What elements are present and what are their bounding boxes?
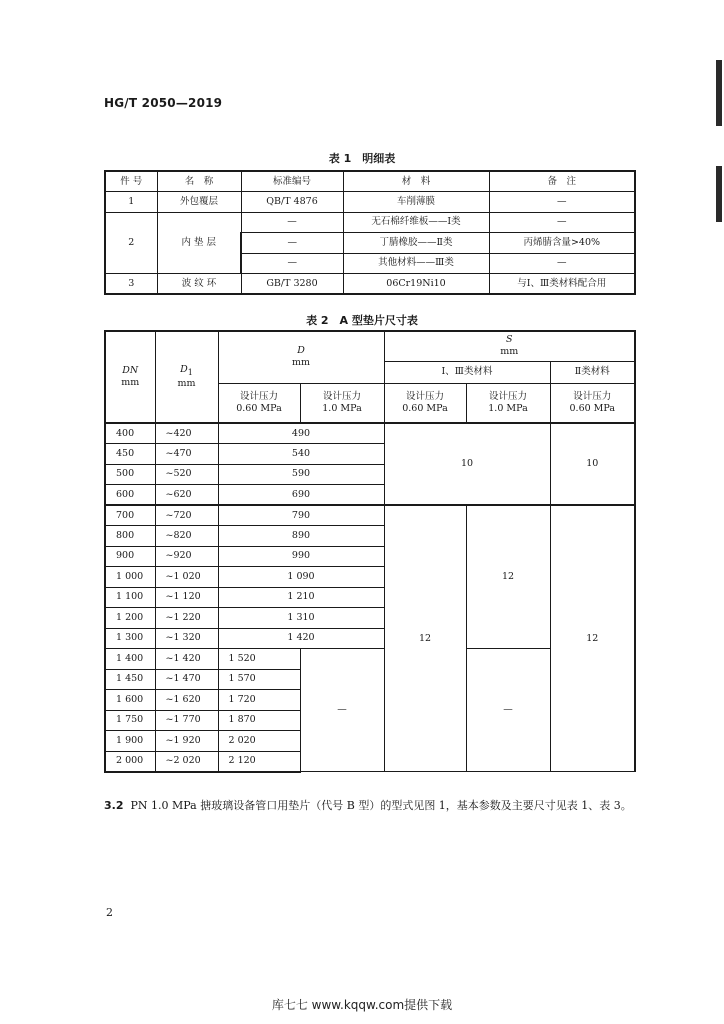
cell-d: 1 310 <box>218 608 384 629</box>
cell: 波 纹 环 <box>157 274 241 295</box>
scan-edge-mark <box>716 60 722 126</box>
table-row <box>105 192 635 213</box>
cell: GB/T 3280 <box>241 274 343 295</box>
cell-s-material-2: 10 <box>550 423 635 505</box>
cell-dn: 700 <box>105 505 155 526</box>
cell: 车削薄膜 <box>343 192 489 213</box>
col-header-dn: DN mm <box>105 331 155 423</box>
cell-s-material-1-3-p060: 12 <box>384 505 466 772</box>
cell-d-p100-dash: — <box>300 649 384 772</box>
cell-d-p060: 2 020 <box>218 731 300 752</box>
document-code: HG/T 2050—2019 <box>104 96 223 110</box>
clause-number: 3.2 <box>104 799 124 812</box>
footer-watermark-text: 库七七 www.kqqw.com提供下载 <box>271 998 453 1012</box>
table2-caption: 表 2 A 型垫片尺寸表 <box>306 314 418 327</box>
page-number: 2 <box>106 906 113 919</box>
table-row <box>105 423 635 444</box>
cell: — <box>241 212 343 233</box>
cell-dn: 450 <box>105 444 155 465</box>
cell: 外包覆层 <box>157 192 241 213</box>
cell-dn: 400 <box>105 423 155 444</box>
cell: 06Cr19Ni10 <box>343 274 489 295</box>
cell: 与Ⅰ、Ⅲ类材料配合用 <box>489 274 635 295</box>
cell-d-p060: 2 120 <box>218 751 300 772</box>
cell-d: 790 <box>218 505 384 526</box>
col-header: 材 料 <box>343 171 489 192</box>
table1-caption: 表 1 明细表 <box>328 152 396 165</box>
cell-dn: 500 <box>105 464 155 485</box>
cell-s-material-1-3-p100: 12 <box>466 505 550 649</box>
cell-dn: 1 450 <box>105 669 155 690</box>
cell-dn: 900 <box>105 546 155 567</box>
col-header-material-2: Ⅱ类材料 <box>550 361 635 383</box>
cell-d1: ~1 470 <box>155 669 218 690</box>
cell: — <box>489 192 635 213</box>
col-header-pressure: 设计压力 0.60 MPa <box>550 383 635 423</box>
cell: 丙烯腈含量>40% <box>489 233 635 254</box>
col-header: 备 注 <box>489 171 635 192</box>
cell-s-material-1-3: 10 <box>384 423 550 505</box>
col-header-d1: $D_1$ mm <box>155 331 218 423</box>
cell-d1: ~420 <box>155 423 218 444</box>
cell: 2 <box>105 212 157 274</box>
cell-d1: ~820 <box>155 526 218 547</box>
cell-dn: 1 600 <box>105 690 155 711</box>
cell-d1: ~1 320 <box>155 628 218 649</box>
cell-d: 590 <box>218 464 384 485</box>
cell: QB/T 4876 <box>241 192 343 213</box>
table-header-row <box>105 331 635 361</box>
cell-dn: 1 900 <box>105 731 155 752</box>
cell-d1: ~470 <box>155 444 218 465</box>
clause-text: PN 1.0 MPa 搪玻璃设备管口用垫片（代号 B 型）的型式见图 1，基本参数及主要尺寸见表 1、表 3。 <box>130 799 632 812</box>
cell: 无石棉纤维板——Ⅰ类 <box>343 212 489 233</box>
cell-d: 1 420 <box>218 628 384 649</box>
clause-paragraph <box>104 796 636 815</box>
cell-d: 690 <box>218 485 384 506</box>
cell-d1: ~920 <box>155 546 218 567</box>
cell-d1: ~1 220 <box>155 608 218 629</box>
cell-dn: 600 <box>105 485 155 506</box>
scan-edge-mark <box>716 166 722 222</box>
cell-d1: ~720 <box>155 505 218 526</box>
cell: — <box>241 233 343 254</box>
cell-s-p100-dash: — <box>466 649 550 772</box>
cell-d-p060: 1 720 <box>218 690 300 711</box>
cell-d1: ~1 020 <box>155 567 218 588</box>
cell: 丁腈橡胶——Ⅱ类 <box>343 233 489 254</box>
cell-d1: ~1 120 <box>155 587 218 608</box>
cell-d1: ~1 770 <box>155 710 218 731</box>
cell-d1: ~1 920 <box>155 731 218 752</box>
cell-d1: ~520 <box>155 464 218 485</box>
cell-d1: ~1 420 <box>155 649 218 670</box>
cell-d: 490 <box>218 423 384 444</box>
cell-s-material-2: 12 <box>550 505 635 772</box>
col-header: 名 称 <box>157 171 241 192</box>
cell: — <box>489 253 635 274</box>
cell: — <box>489 212 635 233</box>
table-row <box>105 274 635 295</box>
table-header-row <box>105 171 635 192</box>
cell: 其他材料——Ⅲ类 <box>343 253 489 274</box>
cell-d: 890 <box>218 526 384 547</box>
cell: — <box>241 253 343 274</box>
cell: 3 <box>105 274 157 295</box>
col-header-pressure: 设计压力 0.60 MPa <box>218 383 300 423</box>
cell-dn: 800 <box>105 526 155 547</box>
col-header-s: S mm <box>384 331 635 361</box>
cell-d: 540 <box>218 444 384 465</box>
cell-dn: 1 400 <box>105 649 155 670</box>
cell-d-p060: 1 520 <box>218 649 300 670</box>
col-header-pressure: 设计压力 1.0 MPa <box>466 383 550 423</box>
table-row <box>105 505 635 526</box>
col-header-material-1-3: Ⅰ、Ⅲ类材料 <box>384 361 550 383</box>
cell-dn: 1 750 <box>105 710 155 731</box>
cell-d: 1 210 <box>218 587 384 608</box>
cell-d1: ~2 020 <box>155 751 218 772</box>
cell-d1: ~620 <box>155 485 218 506</box>
col-header-pressure: 设计压力 1.0 MPa <box>300 383 384 423</box>
col-header: 标准编号 <box>241 171 343 192</box>
parts-list-table <box>104 170 636 295</box>
cell-dn: 1 200 <box>105 608 155 629</box>
cell-d-p060: 1 870 <box>218 710 300 731</box>
cell: 1 <box>105 192 157 213</box>
cell-dn: 2 000 <box>105 751 155 772</box>
cell-d: 990 <box>218 546 384 567</box>
col-header-pressure: 设计压力 0.60 MPa <box>384 383 466 423</box>
col-header: 件 号 <box>105 171 157 192</box>
cell-d-p060: 1 570 <box>218 669 300 690</box>
cell-d: 1 090 <box>218 567 384 588</box>
cell-d1: ~1 620 <box>155 690 218 711</box>
gasket-dimension-table <box>104 330 636 773</box>
cell-dn: 1 300 <box>105 628 155 649</box>
cell-dn: 1 100 <box>105 587 155 608</box>
cell-dn: 1 000 <box>105 567 155 588</box>
table-row <box>105 212 635 233</box>
cell: 内 垫 层 <box>157 212 241 274</box>
col-header-d: D mm <box>218 331 384 383</box>
